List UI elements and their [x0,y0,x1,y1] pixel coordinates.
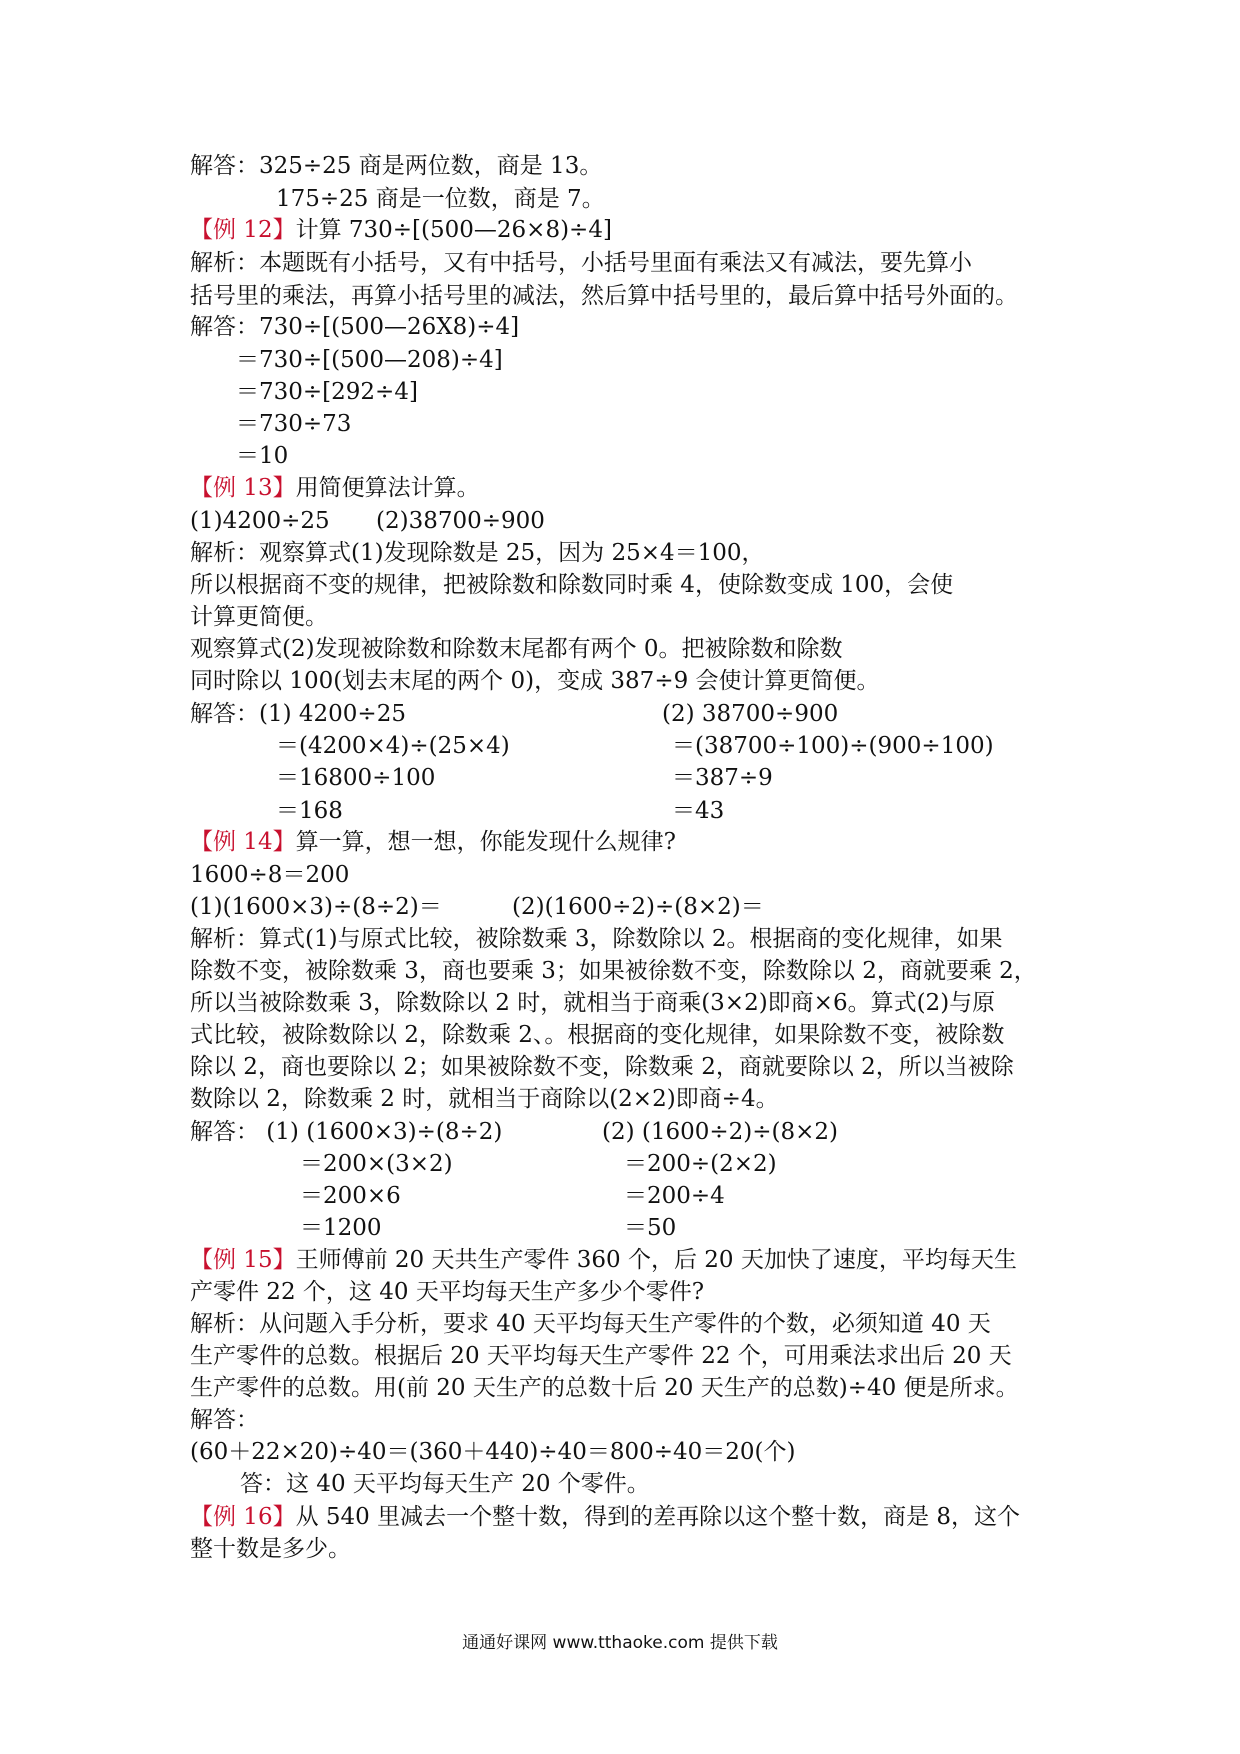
text-line: 所以当被除数乘 3，除数除以 2 时，就相当于商乘(3×2)即商×6。算式(2)与原 [190,990,996,1016]
text-line: 除以 2，商也要除以 2；如果被除数不变，除数乘 2，商就要除以 2，所以当被除 [190,1054,1014,1080]
text-line: ＝730÷[(500—208)÷4] [236,347,503,373]
text-line: 除数不变，被除数乘 3，商也要乘 3；如果被徐数不变，除数除以 2，商就要乘 2， [190,958,1037,984]
text-line: 同时除以 100(划去末尾的两个 0)，变成 387÷9 会使计算更简便。 [190,668,880,694]
text-line: (60＋22×20)÷40＝(360＋440)÷40＝800÷40＝20(个) [190,1439,796,1465]
text-line: 解答： [190,1407,259,1433]
example-label: 【例 15】 [190,1247,296,1273]
text-line: ＝730÷73 [236,411,352,437]
example-heading [190,1245,1017,1275]
text-line: 整十数是多少。 [190,1536,351,1562]
text-line: 解答：325÷25 商是两位数，商是 13。 [190,153,603,179]
text-line: ＝(38700÷100)÷(900÷100) [672,733,994,759]
text-line: 观察算式(2)发现被除数和除数末尾都有两个 0。把被除数和除数 [190,636,843,662]
text-line: 计算更简便。 [190,604,328,630]
text-line: (2) (1600÷2)÷(8×2) [602,1119,839,1145]
text-line: ＝200÷(2×2) [624,1151,777,1177]
text-line: 解析：从问题入手分析，要求 40 天平均每天生产零件的个数，必须知道 40 天 [190,1311,991,1337]
example-question: 算一算，想一想，你能发现什么规律? [295,829,676,855]
text-line: 产零件 22 个，这 40 天平均每天生产多少个零件? [190,1279,705,1305]
text-line: (2) 38700÷900 [662,701,839,727]
page-footer: 通通好课网 www.tthaoke.com 提供下载 [462,1633,778,1653]
text-line: 解析：观察算式(1)发现除数是 25，因为 25×4＝100， [190,540,765,566]
text-line: ＝730÷[292÷4] [236,379,418,405]
text-line: 解析：算式(1)与原式比较，被除数乘 3，除数除以 2。根据商的变化规律，如果 [190,926,1003,952]
example-label: 【例 12】 [190,217,296,243]
text-line: ＝168 [276,798,343,824]
text-line: 解析：本题既有小括号，又有中括号，小括号里面有乘法又有减法，要先算小 [190,250,972,276]
text-line: ＝387÷9 [672,765,773,791]
text-line: 括号里的乘法，再算小括号里的减法，然后算中括号里的，最后算中括号外面的。 [190,283,1018,309]
text-line: ＝16800÷100 [276,765,436,791]
example-heading [190,473,480,503]
text-line: (2)(1600÷2)÷(8×2)＝ [512,894,764,920]
text-line: 生产零件的总数。根据后 20 天平均每天生产零件 22 个，可用乘法求出后 20 天 [190,1343,1012,1369]
text-line: 式比较，被除数除以 2，除数乘 2、。根据商的变化规律，如果除数不变，被除数 [190,1022,1005,1048]
text-line: 175÷25 商是一位数，商是 7。 [276,186,605,212]
example-heading [190,1502,1020,1532]
text-line: ＝(4200×4)÷(25×4) [276,733,510,759]
text-line: 答：这 40 天平均每天生产 20 个零件。 [240,1471,650,1497]
text-line: ＝1200 [300,1215,382,1241]
text-line: (1)(1600×3)÷(8÷2)＝ [190,894,442,920]
text-line: 所以根据商不变的规律，把被除数和除数同时乘 4，使除数变成 100，会使 [190,572,954,598]
text-line: 生产零件的总数。用(前 20 天生产的总数十后 20 天生产的总数)÷40 便是所求。 [190,1375,1019,1401]
text-line: (2)38700÷900 [376,508,545,534]
example-heading [190,215,612,245]
example-label: 【例 16】 [190,1504,296,1530]
text-line: ＝200×(3×2) [300,1151,453,1177]
text-line: 解答：(1) 4200÷25 [190,701,406,727]
example-heading [190,827,676,857]
example-question: 从 540 里减去一个整十数，得到的差再除以这个整十数，商是 8，这个 [295,1504,1021,1530]
text-line: (1)4200÷25 [190,508,330,534]
text-line: ＝50 [624,1215,677,1241]
example-question: 用简便算法计算。 [295,475,480,501]
example-question: 计算 730÷[(500—26×8)÷4] [295,217,612,243]
text-line: 1600÷8＝200 [190,862,350,888]
text-line: 解答： (1) (1600×3)÷(8÷2) [190,1119,503,1145]
example-label: 【例 13】 [190,475,296,501]
example-question: 王师傅前 20 天共生产零件 360 个，后 20 天加快了速度，平均每天生 [295,1247,1017,1273]
example-label: 【例 14】 [190,829,296,855]
text-line: 数除以 2，除数乘 2 时，就相当于商除以(2×2)即商÷4。 [190,1086,779,1112]
text-line: ＝10 [236,443,289,469]
text-line: ＝200×6 [300,1183,401,1209]
text-line: 解答：730÷[(500—26X8)÷4] [190,314,520,340]
text-line: ＝43 [672,798,725,824]
text-line: ＝200÷4 [624,1183,725,1209]
